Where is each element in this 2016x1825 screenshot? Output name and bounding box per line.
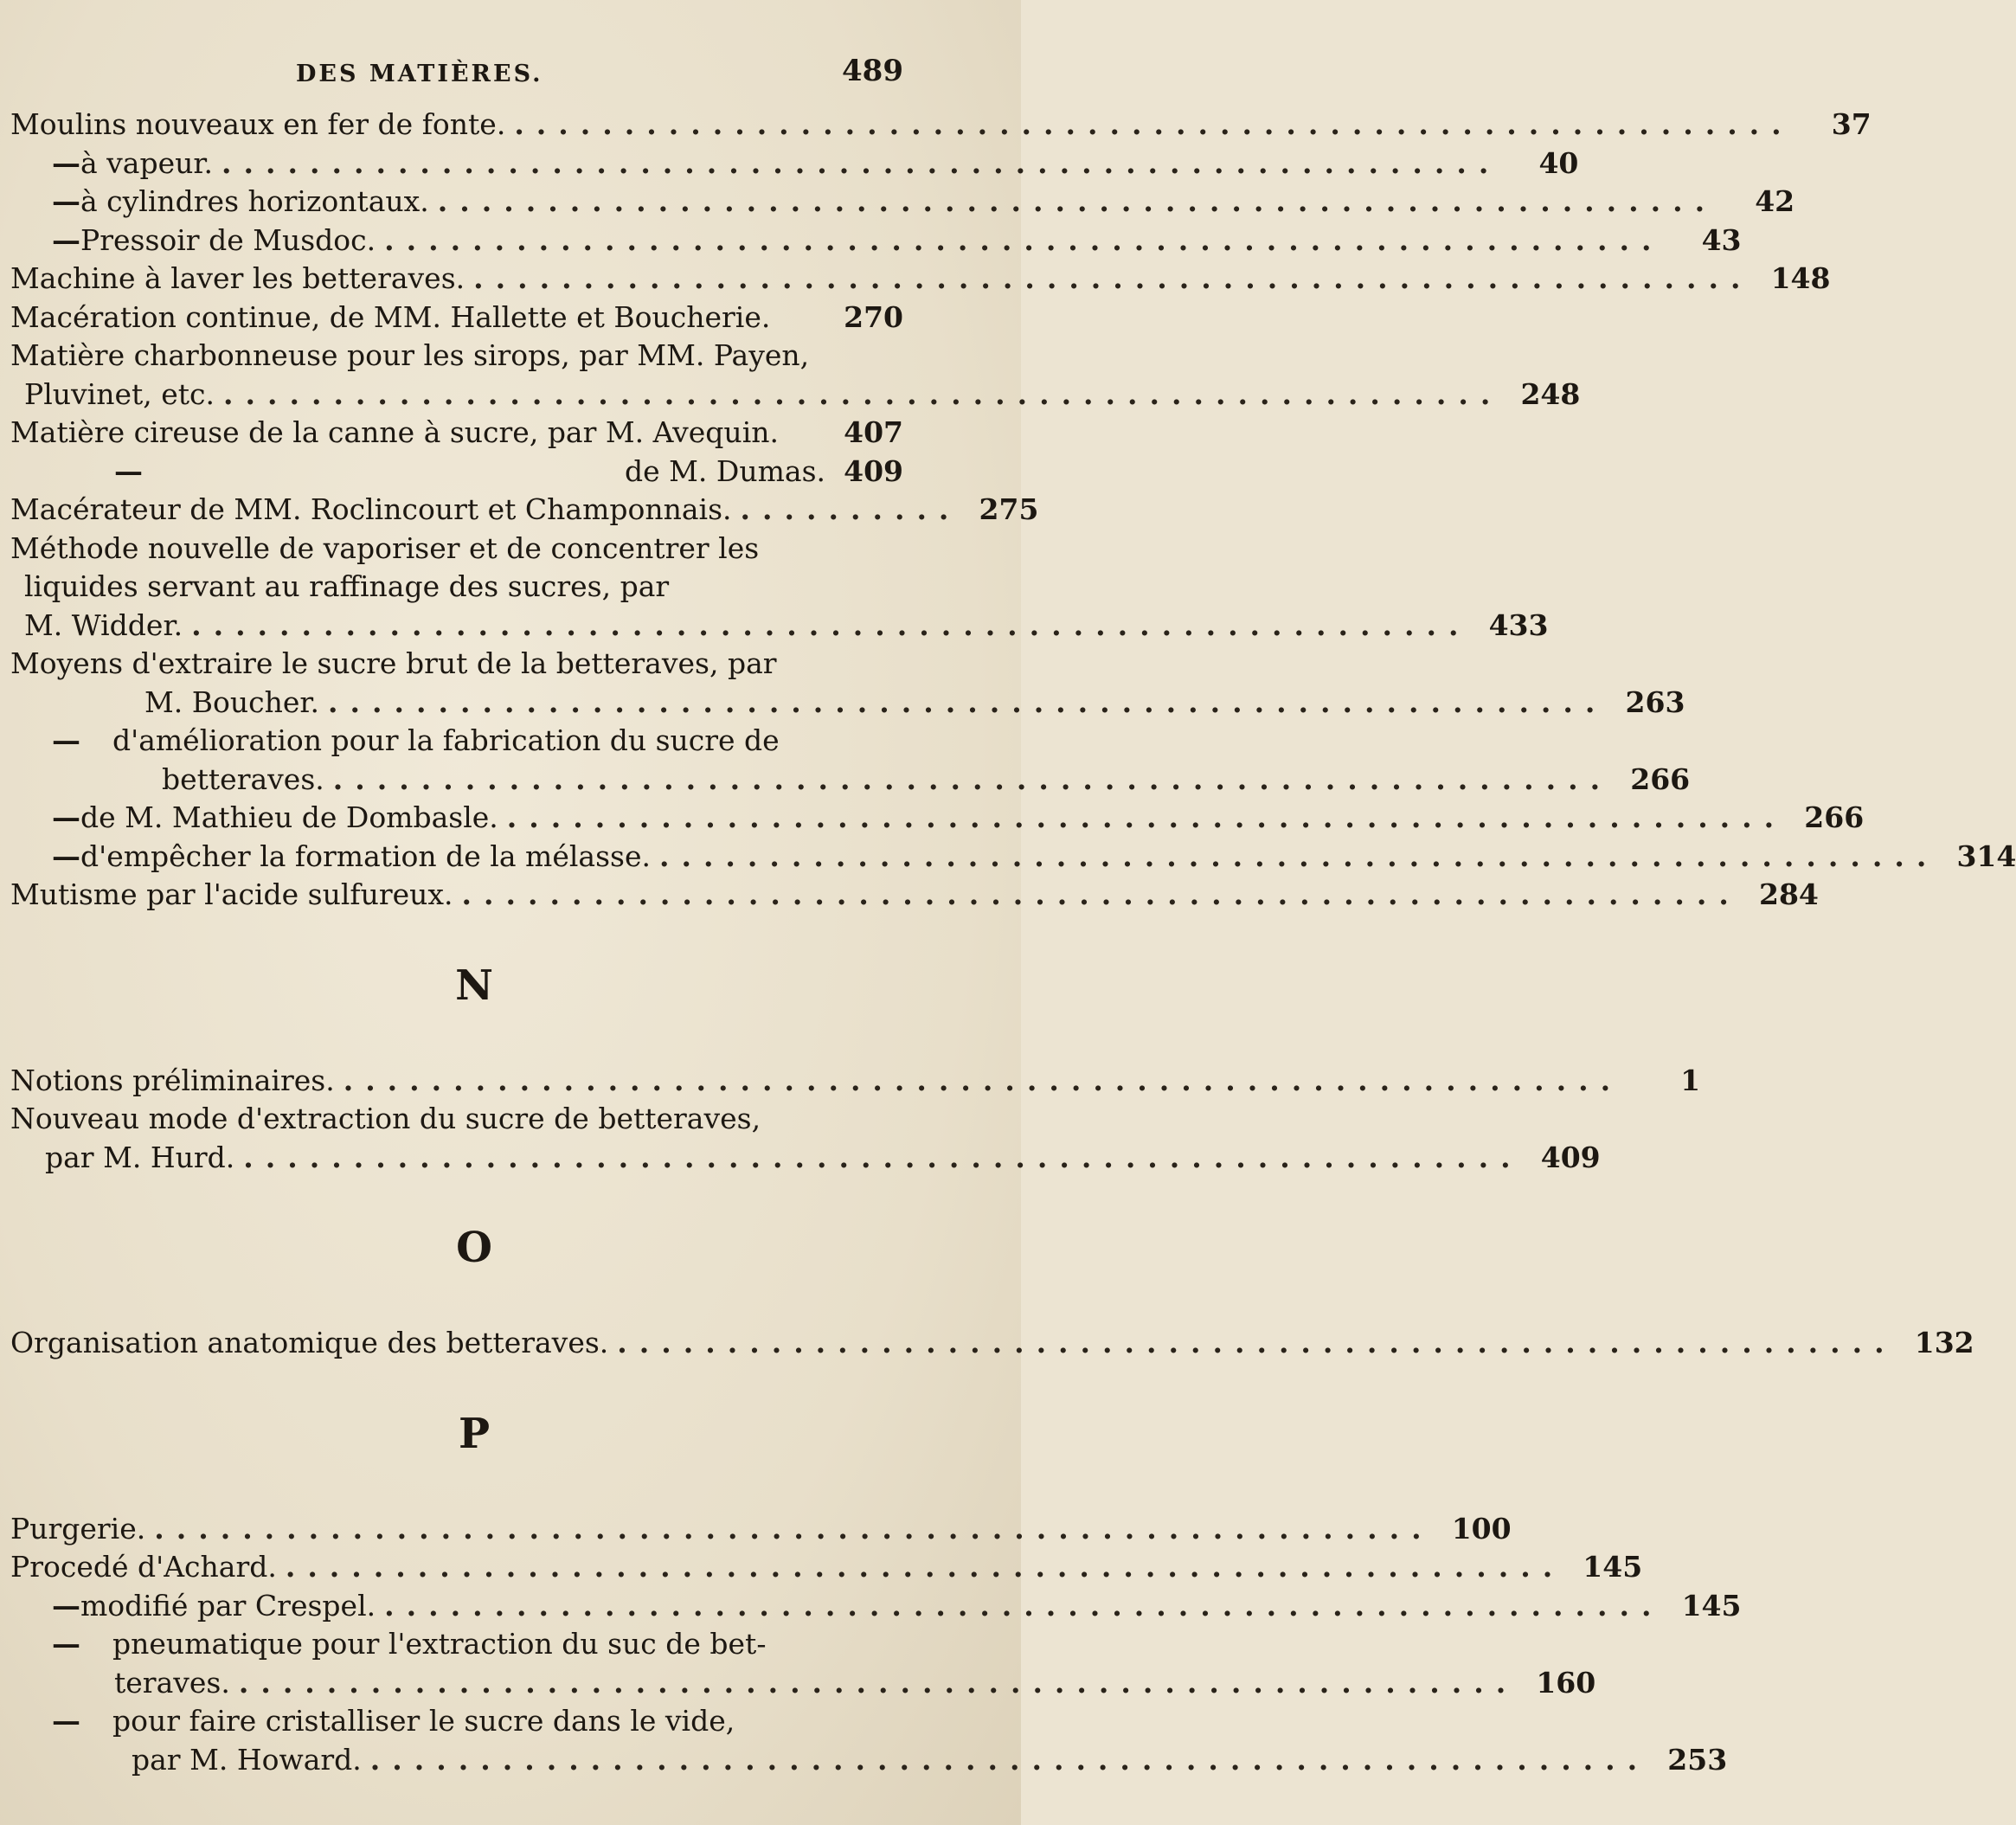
entry-page: 433	[1488, 607, 1549, 642]
entry-page: 284	[1759, 877, 1819, 911]
index-subentry: — à cylindres horizontaux. .......................................................... 42	[10, 183, 903, 222]
index-entry-continuation: betteraves. .......................................................... 266	[10, 761, 903, 800]
leader-dots: ..........................................................	[243, 1140, 1523, 1174]
entry-page: 263	[1625, 684, 1685, 719]
leader-dots: ..........................................................	[617, 1326, 1897, 1359]
index-entry: Organisation anatomique des betteraves. .......................................................... 132	[10, 1324, 903, 1363]
leader-dots: ..........................................................	[238, 1665, 1518, 1700]
index-entry: Procedé d'Achard. .......................................................... 145	[10, 1548, 903, 1587]
index-subentry: — à vapeur. .......................................................... 40	[10, 145, 903, 183]
leader-dots: ..........................................................	[222, 145, 1501, 180]
entry-page: 100	[1451, 1511, 1512, 1545]
index-subentry: — d'empêcher la formation de la mélasse. .......................................................... 314	[10, 838, 903, 877]
running-head	[10, 54, 903, 106]
index-entry-continuation: par M. Hurd. .......................................................... 409	[10, 1139, 903, 1178]
entry-page: 43	[1701, 222, 1742, 257]
section-letter-o: O	[456, 1224, 492, 1272]
entry-page: 148	[1770, 261, 1831, 295]
leader-dots: ..........................................................	[658, 839, 1939, 873]
index-entry-continuation: teraves. .......................................................... 160	[10, 1664, 903, 1703]
index-entry: Notions préliminaires. .......................................................... 1	[10, 1062, 903, 1101]
section-p	[10, 1510, 1742, 1780]
index-entry-line: Moyens d'extraire le sucre brut de la betteraves, par	[10, 646, 777, 680]
entry-page: 37	[1831, 107, 1872, 141]
leader-dots: ..........................................................	[191, 607, 1471, 642]
leader-dots: ..........	[740, 492, 961, 526]
index-entry-continuation: par M. Howard. .......................................................... 253	[10, 1741, 903, 1780]
index-entry-line: liquides servant au raffinage des sucres, par	[24, 569, 670, 603]
leader-dots: ..........................................................	[343, 1063, 1623, 1097]
leader-dots: ..........................................................	[328, 684, 1608, 719]
entry-page: 253	[1667, 1742, 1728, 1777]
index-subentry-line: — pour faire cristalliser le sucre dans le vide,	[52, 1704, 735, 1738]
index-entry: Purgerie. .......................................................... 100	[10, 1510, 903, 1549]
page-number: 489	[842, 54, 903, 88]
entry-page: 42	[1755, 184, 1795, 218]
leader-dots: ..........................................................	[285, 1550, 1565, 1584]
index-entry: Macération continue, de MM. Hallette et Boucherie. 270	[10, 299, 903, 337]
leader-dots: ..........................................................	[223, 376, 1503, 411]
leader-dots: ..........................................................	[506, 800, 1787, 834]
running-title: DES MATIÈRES.	[296, 61, 543, 87]
leader-dots: ..........................................................	[473, 261, 1753, 295]
index-entry: Moulins nouveaux en fer de fonte. .......................................................... 37	[10, 106, 903, 145]
entry-page: 1	[1680, 1063, 1701, 1097]
index-entry-line: Matière charbonneuse pour les sirops, par MM. Payen,	[10, 338, 810, 372]
index-subentry: — Pressoir de Musdoc. .......................................................... 43	[10, 222, 903, 260]
leader-dots: ..........................................................	[514, 107, 1794, 141]
leader-dots: ..........................................................	[384, 1588, 1664, 1623]
index-subentry-line: — pneumatique pour l'extraction du suc de bet-	[52, 1627, 767, 1661]
section-m	[10, 106, 2016, 915]
index-subentry-line: — d'amélioration pour la fabrication du sucre de	[52, 723, 780, 757]
index-entry-continuation: Pluvinet, etc. .......................................................... 248	[10, 376, 903, 414]
entry-page: 145	[1583, 1550, 1643, 1584]
index-entry-continuation: M. Widder. .......................................................... 433	[10, 607, 903, 646]
index-entry-continuation: M. Boucher. .......................................................... 263	[10, 684, 903, 723]
entry-page: 275	[979, 492, 1039, 526]
entry-page: 248	[1520, 376, 1581, 411]
section-letter-n: N	[455, 961, 493, 1010]
leader-dots: ..........................................................	[461, 877, 1741, 911]
index-entry: Machine à laver les betteraves. .......................................................... 148	[10, 260, 903, 299]
entry-page: 40	[1538, 145, 1579, 180]
index-subentry: — de M. Mathieu de Dombasle. .......................................................... 266	[10, 799, 903, 838]
index-entry-line: Méthode nouvelle de vaporiser et de concentrer les	[10, 530, 760, 565]
entry-page: 145	[1681, 1588, 1742, 1623]
entry-page: 409	[844, 453, 903, 488]
section-letter-p: P	[458, 1409, 491, 1458]
leader-dots: ..........................................................	[369, 1742, 1650, 1777]
entry-page: 314	[1956, 839, 2016, 873]
leader-dots: ..........................................................	[154, 1511, 1434, 1545]
entry-page: 160	[1536, 1665, 1596, 1700]
index-entry: Macérateur de MM. Roclincourt et Champonnais. .......... 275	[10, 491, 903, 530]
entry-page: 266	[1630, 761, 1691, 796]
entry-page: 407	[844, 415, 903, 449]
leader-dots: ..........................................................	[384, 222, 1664, 257]
index-subentry: — de M. Dumas. 409	[10, 453, 903, 492]
index-entry: Mutisme par l'acide sulfureux. .......................................................... 284	[10, 876, 903, 915]
leader-dots: ..........................................................	[437, 184, 1717, 218]
entry-page: 266	[1804, 800, 1865, 834]
section-o	[10, 1324, 1974, 1363]
entry-page: 132	[1914, 1326, 1974, 1359]
entry-page: 409	[1540, 1140, 1601, 1174]
entry-page: 270	[844, 299, 903, 334]
index-entry: Matière cireuse de la canne à sucre, par M. Avequin. 407	[10, 414, 903, 453]
section-n	[10, 1062, 1701, 1178]
index-subentry: — modifié par Crespel. .......................................................... 145	[10, 1587, 903, 1626]
leader-dots: ..........................................................	[332, 761, 1613, 796]
index-entry-line: Nouveau mode d'extraction du sucre de betteraves,	[10, 1102, 761, 1135]
